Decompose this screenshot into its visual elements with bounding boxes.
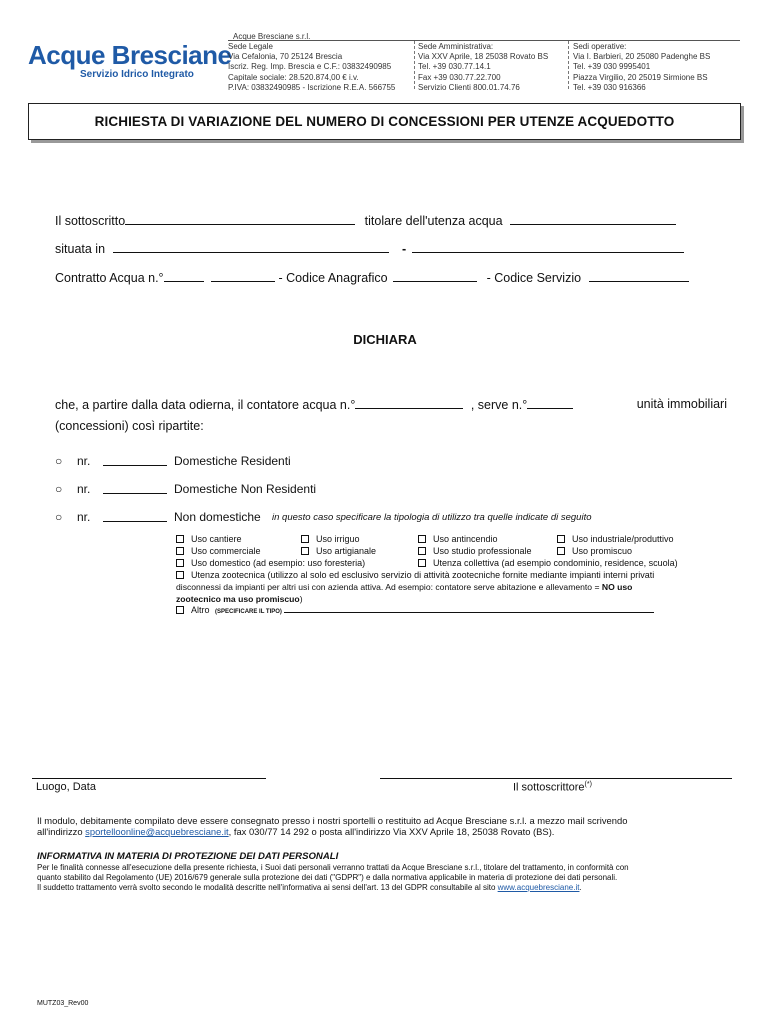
nr-field[interactable] (103, 454, 167, 466)
row-label: Domestiche Non Residenti (174, 482, 317, 496)
situata-field[interactable] (113, 241, 389, 253)
checkbox-icon[interactable] (557, 547, 565, 555)
list-item (55, 482, 317, 496)
signature-line[interactable] (380, 778, 732, 779)
luogo-data-label: Luogo, Data (36, 781, 96, 793)
statement-text: , serve n.° (470, 398, 528, 412)
checkbox-label: Uso industriale/produttivo (572, 534, 674, 544)
checkbox-item[interactable] (301, 546, 376, 556)
admin-address-block (418, 42, 548, 93)
checkbox-icon[interactable] (418, 547, 426, 555)
checkbox-label: Utenza collettiva (ad esempio condominio, residence, scuola) (433, 558, 678, 568)
checkbox-item[interactable] (176, 534, 242, 544)
checkbox-label: Utenza zootecnica (utilizzo al solo ed esclusivo servizio di attività zootecniche fornite mediante impianti interni privati (191, 570, 655, 580)
header-text: Tel. +39 030 916366 (573, 82, 646, 92)
checkbox-icon[interactable] (557, 535, 565, 543)
company-logo (28, 40, 232, 84)
footer-text: , fax 030/77 14 292 o posta all'indirizzo Via XXV Aprile 18, 25038 Rovato (BS). (228, 826, 555, 837)
nr-label: nr. (77, 510, 91, 524)
statement-text: che, a partire dalla data odierna, il contatore acqua n.° (55, 398, 356, 412)
checkbox-icon[interactable] (176, 547, 184, 555)
sottoscritto-field[interactable] (125, 213, 355, 225)
header-text: Tel. +39 030 9995401 (573, 62, 651, 72)
header-text: Tel. +39 030.77.14.1 (418, 62, 491, 72)
header-text: Servizio Clienti 800.01.74.76 (418, 82, 520, 92)
contratto-field[interactable] (164, 270, 204, 282)
website-link[interactable]: www.acquebresciane.it (497, 883, 580, 892)
company-name: Acque Bresciane s.r.l. (233, 32, 311, 41)
unita-field[interactable] (527, 397, 573, 409)
header-text: Capitale sociale: 28.520.874,00 € i.v. (228, 72, 359, 82)
header-separator (414, 41, 415, 89)
luogo-data-line[interactable] (32, 778, 266, 779)
form-line-contratto (55, 270, 689, 285)
document-code: MUTZ03_Rev00 (37, 1000, 89, 1007)
privacy-line: quanto stabilito dal Regolamento (UE) 2016/679 generale sulla protezione dei dati ("GDPR") e dalla normativa applicabile in materia di protezione dei dati personali. (37, 873, 618, 882)
checkbox-label: Uso domestico (ad esempio: uso foresteria) (191, 558, 366, 568)
checkbox-icon[interactable] (176, 559, 184, 567)
checkbox-item[interactable] (557, 546, 632, 556)
checkbox-item[interactable] (418, 534, 498, 544)
label-situata: situata in (55, 242, 106, 256)
legal-address-block (228, 42, 395, 93)
document-title-box (28, 103, 741, 140)
nr-field[interactable] (103, 482, 167, 494)
checkbox-item[interactable] (176, 558, 365, 568)
contatore-field[interactable] (355, 397, 463, 409)
form-line-situata (55, 241, 684, 256)
footer-text: all'indirizzo (37, 826, 86, 837)
header-text: Via Cefalonia, 70 25124 Brescia (228, 52, 343, 62)
zootecnica-note (176, 582, 632, 592)
logo-tagline: Servizio Idrico Integrato (80, 69, 194, 80)
header-divider (228, 40, 740, 41)
checkbox-item[interactable] (176, 546, 261, 556)
checkbox-icon[interactable] (176, 535, 184, 543)
privacy-line: Per le finalità connesse all'esecuzione della presente richiesta, i Suoi dati personali verranno trattati da Acque Bresciane s.r.l., titolare del trattamento, in conformità con (37, 863, 629, 872)
label-codice-anagrafico: - Codice Anagrafico (278, 271, 388, 285)
checkbox-icon[interactable] (176, 606, 184, 614)
privacy-title: INFORMATIVA IN MATERIA DI PROTEZIONE DEI DATI PERSONALI (37, 851, 339, 862)
zootecnica-text: disconnessi da impianti per altri usi con azienda attiva. Ad esempio: contatore serve abitazione e allevamento = (176, 582, 602, 592)
statement-text: (concessioni) così ripartite: (55, 419, 204, 433)
bullet-icon: ○ (55, 510, 63, 524)
operative-address-block (573, 42, 710, 93)
bullet-icon: ○ (55, 454, 63, 468)
header-text: P.IVA: 03832490985 - Iscrizione R.E.A. 566755 (228, 82, 396, 92)
label-codice-servizio: - Codice Servizio (486, 271, 582, 285)
checkbox-icon[interactable] (301, 535, 309, 543)
checkbox-icon[interactable] (301, 547, 309, 555)
checkbox-item[interactable] (418, 558, 678, 568)
signature-footnote: (*) (584, 781, 592, 788)
header-text: Via XXV Aprile, 18 25038 Rovato BS (418, 52, 549, 62)
checkbox-label: Uso cantiere (191, 534, 242, 544)
header-text: Iscriz. Reg. Imp. Brescia e C.F.: 03832490985 (228, 62, 392, 72)
utenza-field[interactable] (510, 213, 676, 225)
zootecnica-text: ) (299, 594, 303, 604)
header-text: Sede Legale (228, 42, 273, 51)
privacy-line: Il suddetto trattamento verrà svolto secondo le modalità descritte nell'informativa ai sensi dell'art. 13 del GDPR consultabile al sito (37, 883, 498, 892)
nr-field[interactable] (103, 510, 167, 522)
list-item (55, 510, 592, 524)
checkbox-icon[interactable] (176, 571, 184, 579)
logo-wordmark: Acque Bresciane (28, 40, 232, 70)
form-line-sottoscritto (55, 213, 676, 228)
header-separator (568, 41, 569, 89)
checkbox-item[interactable] (418, 546, 532, 556)
header-text: Via I. Barbieri, 20 25080 Padenghe BS (573, 52, 711, 62)
header-text: Piazza Virgilio, 20 25019 Sirmione BS (573, 72, 708, 82)
document-title: RICHIESTA DI VARIAZIONE DEL NUMERO DI CONCESSIONI PER UTENZE ACQUEDOTTO (94, 114, 675, 129)
altro-field[interactable] (284, 605, 654, 613)
codice-servizio-field[interactable] (589, 270, 689, 282)
footer-text: Il modulo, debitamente compilato deve essere consegnato presso i nostri sportelli o restituito ad Acque Bresciane s.r.l. a mezzo mail scrivendo (37, 815, 628, 826)
header-text: Sedi operative: (573, 42, 627, 51)
checkbox-label: Uso antincendio (433, 534, 498, 544)
header-text: Sede Amministrativa: (418, 42, 494, 51)
header-text: Fax +39 030.77.22.700 (418, 72, 501, 82)
checkbox-label: Uso irriguo (316, 534, 360, 544)
checkbox-icon[interactable] (418, 535, 426, 543)
zootecnica-note-2 (176, 594, 303, 604)
checkbox-label: Uso studio professionale (433, 546, 532, 556)
zootecnica-emphasis: zootecnico ma uso promiscuo (176, 594, 300, 604)
checkbox-item-altro[interactable] (176, 605, 654, 615)
checkbox-item-zootecnica[interactable] (176, 570, 654, 580)
label-contratto: Contratto Acqua n.° (55, 271, 164, 285)
codice-anagrafico-field[interactable] (393, 270, 477, 282)
label-titolare: titolare dell'utenza acqua (364, 214, 503, 228)
privacy-line: . (579, 883, 582, 892)
email-link[interactable]: sportelloonline@acquebresciane.it (85, 826, 229, 837)
bullet-icon: ○ (55, 482, 63, 496)
checkbox-label: Uso promiscuo (572, 546, 633, 556)
checkbox-label: Uso artigianale (316, 546, 377, 556)
checkbox-icon[interactable] (418, 559, 426, 567)
privacy-text (37, 863, 727, 893)
signature-text: Il sottoscrittore (513, 781, 585, 794)
row-note: in questo caso specificare la tipologia di utilizzo tra quelle indicate di seguito (272, 512, 592, 523)
checkbox-label: Uso commerciale (191, 546, 261, 556)
row-label: Non domestiche (174, 510, 261, 524)
delivery-instructions (37, 815, 727, 837)
altro-note: (SPECIFICARE IL TIPO) (215, 609, 282, 615)
checkbox-item[interactable] (301, 534, 360, 544)
nr-label: nr. (77, 482, 91, 496)
zootecnica-emphasis: NO uso (601, 582, 633, 592)
contratto-field-2[interactable] (211, 270, 275, 282)
nr-label: nr. (77, 454, 91, 468)
statement-text: unità immobiliari (636, 397, 727, 411)
dichiara-heading: DICHIARA (353, 332, 417, 347)
label-sottoscritto: Il sottoscritto (55, 214, 126, 228)
row-label: Domestiche Residenti (174, 454, 291, 468)
dash: - (402, 242, 407, 256)
checkbox-label: Altro (191, 605, 210, 615)
list-item (55, 454, 291, 468)
situata-field-2[interactable] (412, 241, 684, 253)
checkbox-item[interactable] (557, 534, 674, 544)
statement-line (55, 397, 727, 412)
signature-label (513, 781, 592, 794)
